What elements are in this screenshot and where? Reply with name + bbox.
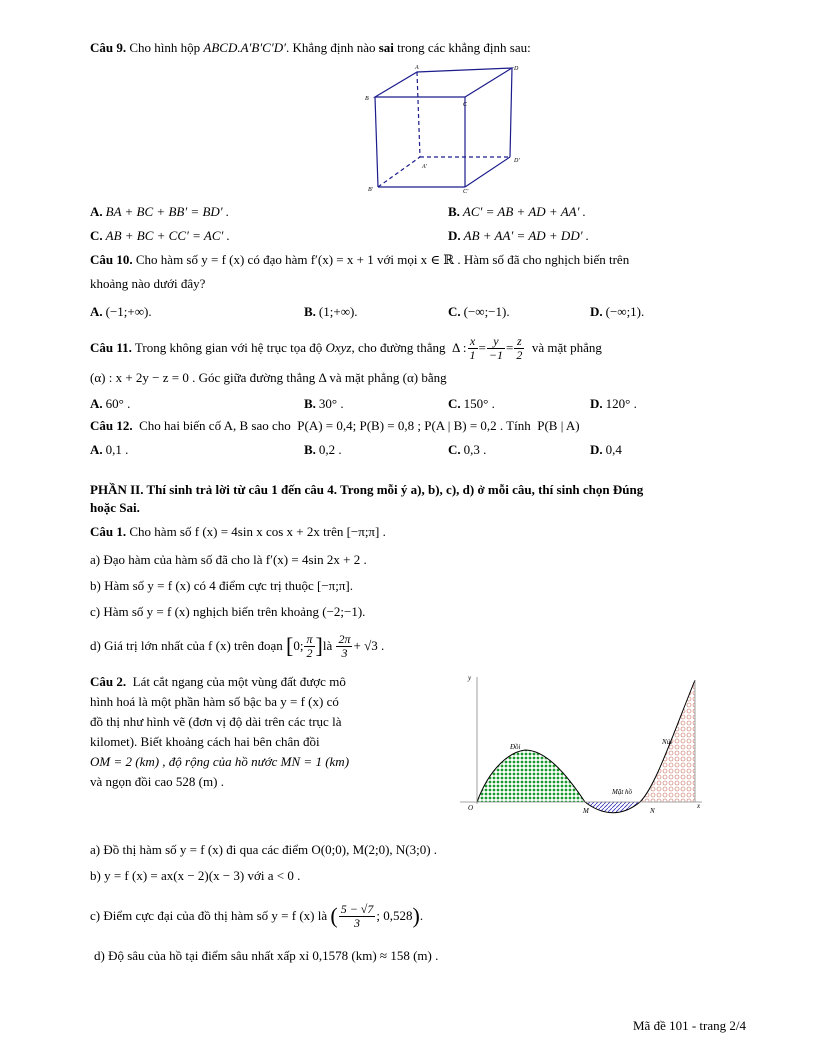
q11-frac-y: $\frac{y}{-1}$ xyxy=(488,333,503,362)
q10-option-c xyxy=(448,304,510,320)
q11-line2: (α) : x + 2y − z = 0 . Góc giữa đường thẳng Δ và mặt phẳng (α) bằng xyxy=(90,370,447,385)
label-A1: A′ xyxy=(422,164,427,170)
label-B1: B′ xyxy=(368,187,373,193)
p2q2-a: a) Đồ thị hàm số y = f (x) đi qua các điểm O(0;0), M(2;0), N(3;0) . xyxy=(90,842,438,857)
q10-line1: Cho hàm số y = f (x) có đạo hàm f′(x) = x + 1 với mọi x ∈ ℝ . Hàm số đã cho nghịch biến trên xyxy=(132,252,630,267)
q9-text-c: trong các khẳng định sau: xyxy=(393,40,531,55)
q11-text-b: Oxyz xyxy=(325,340,352,355)
q10-option-d xyxy=(590,304,644,320)
p2q2-line: OM = 2 (km) , độ rộng của hồ nước MN = 1 (km) xyxy=(90,754,350,769)
p2q1-stem xyxy=(90,524,386,540)
option-text: 0,1 . xyxy=(105,442,129,457)
p2q1-d-text: d) Giá trị lớn nhất của f (x) trên đoạn xyxy=(90,638,283,653)
q9-text: Cho hình hộp xyxy=(126,40,204,55)
q9-math: ABCD.A′B′C′D′ xyxy=(203,40,286,55)
q9-option-a xyxy=(90,204,229,220)
q12-option-d xyxy=(590,442,622,458)
p2q1-d-la: là xyxy=(322,638,333,653)
graph-x-label: x xyxy=(697,802,701,810)
q9-option-c xyxy=(90,228,230,244)
p2q2-paragraph xyxy=(90,672,410,792)
graph-lake-label: Mặt hồ xyxy=(612,788,633,796)
p2q2-label: Câu 2. xyxy=(90,674,127,689)
p2q1-text: Cho hàm số f (x) = 4sin x cos x + 2x trên [−π;π] . xyxy=(126,524,386,539)
p2q2-c: c) Điểm cực đại của đồ thị hàm số y = f (x) là ( $\frac{5 - √7}{3}$ ; 0,528 ) . xyxy=(90,901,424,930)
q12-text: Cho hai biến cố A, B sao cho P(A) = 0,4; P(B) = 0,8 ; P(A | B) = 0,2 . Tính P(B | A) xyxy=(132,418,580,433)
p2q1-d-frac2: $\frac{2\pi}{3}$ xyxy=(338,631,351,660)
label-A: A xyxy=(415,65,419,71)
option-label: D. xyxy=(590,304,603,319)
q11-option-c xyxy=(448,396,495,412)
label-C: C xyxy=(463,102,468,108)
p2q1-d-interval: 0; xyxy=(293,638,304,653)
q11-frac-z: $\frac{z}{2}$ xyxy=(516,333,523,362)
q9-stem xyxy=(90,40,531,56)
cube-figure xyxy=(360,60,530,195)
q12-stem xyxy=(90,418,580,434)
q9-bold: sai xyxy=(378,40,394,55)
option-text: BA + BC + BB′ = BD′ . xyxy=(105,204,230,219)
p2q2-line: và ngọn đồi cao 528 (m) . xyxy=(90,774,224,789)
q11-option-d xyxy=(590,396,637,412)
option-label: C. xyxy=(90,228,103,243)
q9-option-d xyxy=(448,228,589,244)
q11-label: Câu 11. xyxy=(90,340,132,355)
q12-option-a xyxy=(90,442,128,458)
p2q2-b: b) y = f (x) = ax(x − 2)(x − 3) với a < 0 . xyxy=(90,868,301,883)
option-label: C. xyxy=(448,442,461,457)
option-text: AC′ = AB + AD + AA′ . xyxy=(462,204,586,219)
option-label: A. xyxy=(90,204,103,219)
q12-option-c xyxy=(448,442,486,458)
option-label: D. xyxy=(590,396,603,411)
graph-m-label: M xyxy=(583,807,589,815)
q10-line2: khoảng nào dưới đây? xyxy=(90,276,206,291)
q11-frac-x: $\frac{x}{1}$ xyxy=(469,333,476,362)
option-text: (−∞;−1). xyxy=(463,304,510,319)
q11-text-c: , cho đường thẳng Δ : xyxy=(351,340,467,355)
option-text: (−∞;1). xyxy=(605,304,645,319)
option-label: C. xyxy=(448,304,461,319)
p2q2-line: đồ thị như hình vẽ (đơn vị độ dài trên các trục là xyxy=(90,714,342,729)
option-text: 0,3 . xyxy=(463,442,487,457)
part2-heading-1: PHẦN II. Thí sinh trả lời từ câu 1 đến câu 4. Trong mỗi ý a), b), c), d) ở mỗi câu, thí sinh chọn Đúng xyxy=(90,482,644,497)
option-text: (−1;+∞). xyxy=(105,304,152,319)
q10-label: Câu 10. xyxy=(90,252,133,267)
p2q2-line: hình hoá là một phần hàm số bậc ba y = f (x) có xyxy=(90,694,339,709)
p2q1-b: b) Hàm số y = f (x) có 4 điểm cực trị thuộc [−π;π]. xyxy=(90,578,353,593)
q10-option-b xyxy=(304,304,358,320)
option-text: 30° . xyxy=(318,396,344,411)
q9-label: Câu 9. xyxy=(90,40,127,55)
p2q2-d: d) Độ sâu của hồ tại điểm sâu nhất xấp xỉ 0,1578 (km) ≈ 158 (m) . xyxy=(94,948,439,963)
option-label: A. xyxy=(90,396,103,411)
p2q1-d: d) Giá trị lớn nhất của f (x) trên đoạn [ 0; $\frac{\pi}{2}$ ] là $\frac{2\pi}{3}$ + √3 . xyxy=(90,631,385,660)
label-C1: C′ xyxy=(463,189,469,195)
p2q2-c-text: c) Điểm cực đại của đồ thị hàm số y = f (x) là xyxy=(90,908,328,923)
part2-heading-2: hoặc Sai. xyxy=(90,500,140,515)
p2q1-label: Câu 1. xyxy=(90,524,127,539)
option-text: AB + BC + CC′ = AC′ . xyxy=(105,228,230,243)
option-text: 120° . xyxy=(605,396,637,411)
p2q1-c: c) Hàm số y = f (x) nghịch biến trên khoảng (−2;−1). xyxy=(90,604,366,619)
option-label: B. xyxy=(304,442,316,457)
terrain-graph xyxy=(440,672,710,822)
q11-text-a: Trong không gian với hệ trục tọa độ xyxy=(131,340,326,355)
p2q2-c-frac: $\frac{5 - √7}{3}$ xyxy=(340,901,374,930)
option-label: D. xyxy=(448,228,461,243)
option-text: 0,4 xyxy=(605,442,622,457)
option-text: 150° . xyxy=(463,396,495,411)
p2q2-c-value: ; 0,528 xyxy=(376,908,413,923)
option-text: 60° . xyxy=(105,396,131,411)
option-label: A. xyxy=(90,304,103,319)
graph-origin-label: O xyxy=(468,804,474,812)
option-label: B. xyxy=(448,204,460,219)
graph-mountain-label: Núi xyxy=(662,738,673,746)
p2q1-d-tail: + √3 . xyxy=(353,638,385,653)
p2q2-line: Lát cắt ngang của một vùng đất được mô xyxy=(132,674,346,689)
graph-hill-label: Đồi xyxy=(510,743,521,751)
p2q1-a: a) Đạo hàm của hàm số đã cho là f′(x) = 4sin 2x + 2 . xyxy=(90,552,367,567)
option-label: B. xyxy=(304,304,316,319)
option-label: C. xyxy=(448,396,461,411)
q12-option-b xyxy=(304,442,342,458)
p2q2-line: kilomet). Biết khoảng cách hai bên chân đồi xyxy=(90,734,320,749)
option-label: A. xyxy=(90,442,103,457)
q11-stem: Câu 11. Trong không gian với hệ trục tọa độ Oxyz , cho đường thẳng Δ : $\frac{x}{1}$ = $\frac{y}{-1}$ = $\frac{z}{2}$ và mặt phẳng xyxy=(90,333,602,362)
q11-text-d: và mặt phẳng xyxy=(525,340,602,355)
label-D: D xyxy=(514,66,519,72)
label-D1: D′ xyxy=(514,158,520,164)
q9-text-b: . Khẳng định nào xyxy=(285,40,379,55)
graph-n-label: N xyxy=(650,807,655,815)
page-footer: Mã đề 101 - trang 2/4 xyxy=(632,1018,746,1033)
option-text: 0,2 . xyxy=(318,442,342,457)
q10-stem xyxy=(90,252,629,268)
q9-option-b xyxy=(448,204,586,220)
p2q1-d-frac: $\frac{\pi}{2}$ xyxy=(306,631,313,660)
label-B: B xyxy=(365,96,369,102)
option-text: (1;+∞). xyxy=(318,304,358,319)
graph-y-label: y xyxy=(468,674,472,682)
q10-option-a xyxy=(90,304,152,320)
q11-option-b xyxy=(304,396,344,412)
q12-label: Câu 12. xyxy=(90,418,133,433)
q11-option-a xyxy=(90,396,130,412)
option-label: D. xyxy=(590,442,603,457)
option-label: B. xyxy=(304,396,316,411)
option-text: AB + AA′ = AD + DD′ . xyxy=(463,228,590,243)
